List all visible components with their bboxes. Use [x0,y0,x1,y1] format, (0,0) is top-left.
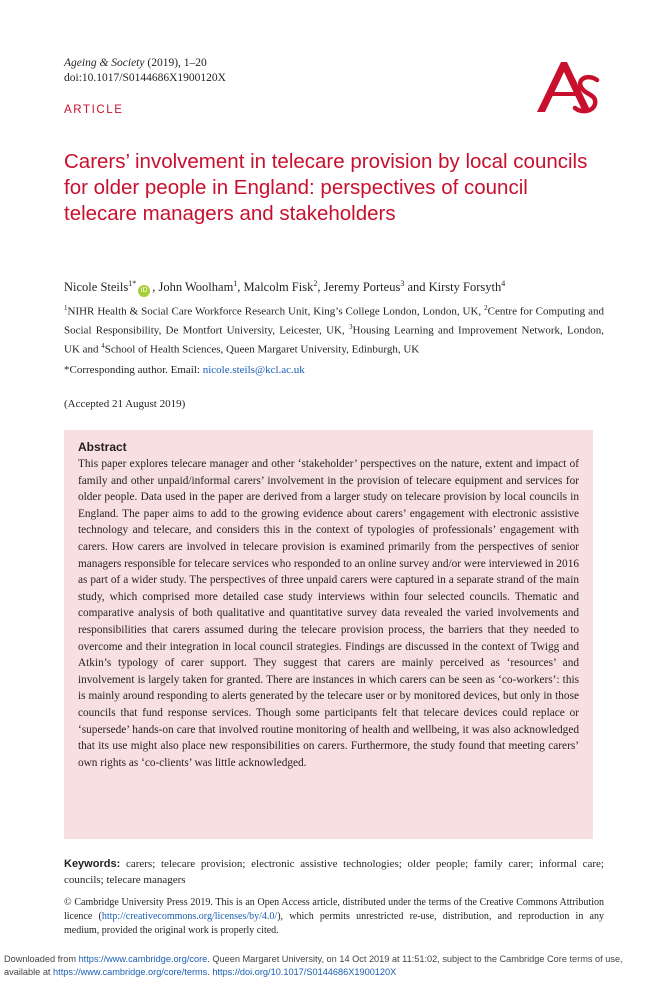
author-name: Nicole Steils [64,280,129,295]
copyright-text: © Cambridge University Press 2019. This is an Open Access article, distributed under the terms of the Creative Commons Attribution licence ( [64,897,604,922]
corresponding-author [64,363,305,378]
article-title: Carers’ involvement in telecare provision by local councils for older people in England: perspectives of council telecare managers and stakeholders [64,150,588,225]
author-affil-sup: 4 [501,279,506,288]
corresponding-label: *Corresponding author. Email: [64,364,203,376]
journal-doi: doi:10.1017/S0144686X1900120X [64,72,226,84]
journal-name: Ageing & Society [64,57,145,69]
journal-year-pages: (2019), 1–20 [144,57,207,69]
keywords [64,856,604,888]
author-affil-sup: 1* [128,279,137,288]
article-type-label: ARTICLE [64,104,124,116]
copyright-notice [64,896,604,938]
author-list: Nicole Steils$^{1*}$iD , John Woolham$^1$, Malcolm Fisk$^2$, Jeremy Porteus$^3$ and Kirsty Forsyth$^4$ [64,276,624,297]
affiliations [64,301,604,358]
accepted-date: (Accepted 21 August 2019) [64,398,186,410]
affil-text: Housing Learning and Improvement Network, London, UK and [64,324,604,356]
abstract-text: This paper explores telecare manager and other ‘stakeholder’ perspectives on the nature, extent and impact of family and other unpaid/informal carers’ involvement in the provision of telecare equipment and services for older people. Data used in the paper are derived from a larger study on telecare provision by local councils in England. The paper aims to add to the growing evidence about carers’ engagement with electronic assistive technology and telecare, and considers this in the context of typologies of professionals’ engagement with carers. How carers are involved in telecare provision is examined primarily from the perspectives of senior managers responsible for telecare services who responded to an online survey and/or were interviewed in 2016 as part of a wider study. The perspectives of three unpaid carers were captured in a separate strand of the main study, which comprised more detailed case study interviews within four selected councils. Thematic and comparative analysis of both qualitative and quantitative survey data revealed the varied involvements and responsibilities that carers assumed during the telecare provision process, the barriers that they needed to overcome and their integration in local council strategies. Findings are discussed in the context of Twigg and Atkin’s typology of carer support. They suggest that carers are mainly perceived as ‘resources’ and involvement is largely taken for granted. There are instances in which carers can be seen as ‘co-workers’: this is mainly around responding to alerts generated by the telecare user or by monitored devices, but only in those councils that fund response services. Though some participants felt that telecare devices could replace or ‘supersede’ hands-on care that involved routine monitoring of health and wellbeing, it was also acknowledged that its use might also place new responsibilities on carers. Furthermore, the study found that meeting carers’ own rights as ‘co-clients’ was little acknowledged. [78,458,579,769]
author-name: Jeremy Porteus [323,280,401,295]
affil-sup: 2 [484,304,488,312]
terms-link[interactable]: https://www.cambridge.org/core/terms [53,967,208,977]
keywords-text: carers; telecare provision; electronic assistive technologies; older people; family carer; informal care; councils; telecare managers [64,858,604,886]
abstract-box [64,430,593,839]
footer-text: . Queen Margaret University, on 14 Oct 2019 at 11:51:02, subject to the Cambridge Core terms of use, available at [4,954,623,977]
doi-link[interactable]: https://doi.org/10.1017/S0144686X1900120X [212,967,397,977]
affil-text: NIHR Health & Social Care Workforce Research Unit, King’s College London, London, UK, [67,305,485,318]
journal-logo [531,58,601,114]
abstract-heading: Abstract [78,440,127,454]
corresponding-email-link[interactable]: nicole.steils@kcl.ac.uk [202,364,305,376]
footer-text: . [207,967,213,977]
copyright-text: ), which permits unrestricted re-use, distribution, and reproduction in any medium, provided the original work is properly cited. [64,911,605,936]
author-name: John Woolham [158,280,234,295]
download-footer [4,953,644,979]
author-affil-sup: 1 [233,279,238,288]
affil-sup: 4 [101,341,105,350]
author-affil-sup: 2 [313,279,318,288]
license-link[interactable]: http://creativecommons.org/licenses/by/4.0/ [101,911,278,922]
footer-text: Downloaded from [4,954,79,964]
author-affil-sup: 3 [400,279,405,288]
cambridge-core-link[interactable]: https://www.cambridge.org/core [78,954,208,964]
orcid-icon[interactable]: iD [138,285,150,297]
affil-text: Centre for Computing and Social Responsibility, De Montfort University, Leicester, UK, [64,305,604,337]
keywords-label: Keywords: [64,858,121,870]
author-name: Malcolm Fisk [243,280,314,295]
journal-citation [64,56,226,86]
author-name: Kirsty Forsyth [428,280,502,295]
affil-sup: 3 [349,322,353,331]
affil-text: School of Health Sciences, Queen Margaret University, Edinburgh, UK [104,343,420,356]
affil-sup: 1 [64,304,68,312]
